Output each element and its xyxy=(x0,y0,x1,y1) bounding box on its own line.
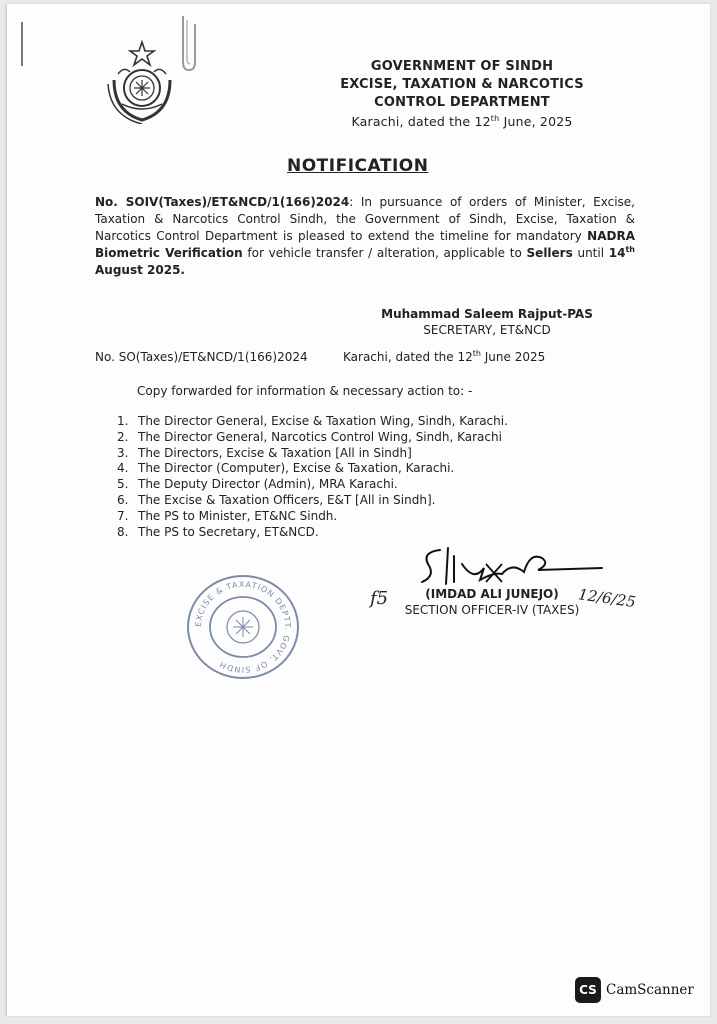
body-text-3: until xyxy=(572,246,609,260)
list-item xyxy=(117,414,508,430)
list-item-text: The Director General, Narcotics Control Wing, Sindh, Karachi xyxy=(138,429,502,444)
list-item-text: The Deputy Director (Admin), MRA Karachi. xyxy=(138,477,398,492)
page-edge-mark xyxy=(21,22,23,66)
list-item-number: 1. xyxy=(117,414,129,428)
body-text-1: : In pursuance of orders of Minister, Excise, Taxation & Narcotics Control Sindh, the Government of Sindh, Excise, Taxation & Narcotics Control Department is pleased to extend the timeline for mandatory xyxy=(95,195,635,243)
list-item-number: 2. xyxy=(117,429,129,444)
list-item-text: The Director General, Excise & Taxation Wing, Sindh, Karachi. xyxy=(138,414,508,428)
header-government: GOVERNMENT OF SINDH xyxy=(370,59,554,74)
body-text-2: for vehicle transfer / alteration, applicable to xyxy=(242,246,527,260)
secretary-name: Muhammad Saleem Rajput-PAS xyxy=(381,307,593,321)
list-item xyxy=(117,493,508,509)
camscanner-brand: CamScanner xyxy=(606,982,694,998)
forwarding-date-prefix: Karachi, dated the 12 xyxy=(343,350,473,364)
notification-body xyxy=(95,194,635,279)
header-date-suffix: June, 2025 xyxy=(499,114,573,129)
list-item xyxy=(117,430,508,446)
header-date-sup: th xyxy=(490,113,500,123)
list-item xyxy=(117,446,508,462)
list-item-number: 5. xyxy=(117,477,129,492)
forwarding-date-suffix: June 2025 xyxy=(480,350,546,364)
notification-title: NOTIFICATION xyxy=(287,156,429,176)
copy-forwarded-line: Copy forwarded for information & necessary action to: - xyxy=(137,384,473,398)
body-bold-day-sup: th xyxy=(625,245,636,254)
document-page xyxy=(6,4,710,1016)
officer-name: (IMDAD ALI JUNEJO) xyxy=(425,587,559,601)
distribution-list xyxy=(117,414,508,540)
forwarding-date-sup: th xyxy=(472,349,481,358)
header-department-line2: CONTROL DEPARTMENT xyxy=(374,95,550,110)
header-department-line1: EXCISE, TAXATION & NARCOTICS xyxy=(340,77,584,92)
secretary-signature-block xyxy=(367,306,607,338)
list-item-text: The Director (Computer), Excise & Taxation, Karachi. xyxy=(138,461,455,476)
list-item xyxy=(117,461,508,477)
body-bold-day: 14 xyxy=(608,246,626,260)
seal-text: EXCISE & TAXATION DEPTT. GOVT. OF SINDH xyxy=(193,579,293,675)
list-item-text: The PS to Minister, ET&NC Sindh. xyxy=(138,508,338,523)
forwarding-number: No. SO(Taxes)/ET&NCD/1(166)2024 xyxy=(95,350,308,364)
list-item-text: The Excise & Taxation Officers, E&T [All in Sindh]. xyxy=(138,492,436,507)
forwarding-reference xyxy=(95,350,635,364)
list-item xyxy=(117,525,508,541)
list-item-number: 4. xyxy=(117,461,129,476)
list-item-number: 7. xyxy=(117,508,129,523)
body-bold-nadra: NADRA Biometric Verification xyxy=(95,229,635,260)
header-date-prefix: Karachi, dated the 12 xyxy=(351,114,491,129)
list-item-number: 8. xyxy=(117,524,129,539)
handwritten-date: 12/6/25 xyxy=(577,585,637,612)
section-officer-block xyxy=(387,586,597,618)
handwritten-initials: f5 xyxy=(370,588,389,609)
list-item-number: 6. xyxy=(117,492,129,507)
camscanner-logo-icon: CS xyxy=(575,977,601,1003)
secretary-title: SECRETARY, ET&NCD xyxy=(423,323,551,337)
department-seal-stamp xyxy=(183,572,303,682)
list-item-text: The Directors, Excise & Taxation [All in Sindh] xyxy=(138,445,412,460)
forwarding-date xyxy=(343,350,545,364)
list-item xyxy=(117,509,508,525)
body-bold-month: August 2025. xyxy=(95,263,185,277)
sindh-government-emblem xyxy=(100,40,184,124)
document-header xyxy=(257,58,667,131)
notification-reference: No. SOIV(Taxes)/ET&NCD/1(166)2024 xyxy=(95,195,350,209)
body-bold-sellers: Sellers xyxy=(526,246,573,260)
header-date xyxy=(257,113,667,131)
officer-title: SECTION OFFICER-IV (TAXES) xyxy=(404,603,580,617)
list-item-number: 3. xyxy=(117,445,129,460)
list-item xyxy=(117,477,508,493)
list-item-text: The PS to Secretary, ET&NCD. xyxy=(138,524,319,539)
camscanner-watermark xyxy=(575,977,694,1003)
